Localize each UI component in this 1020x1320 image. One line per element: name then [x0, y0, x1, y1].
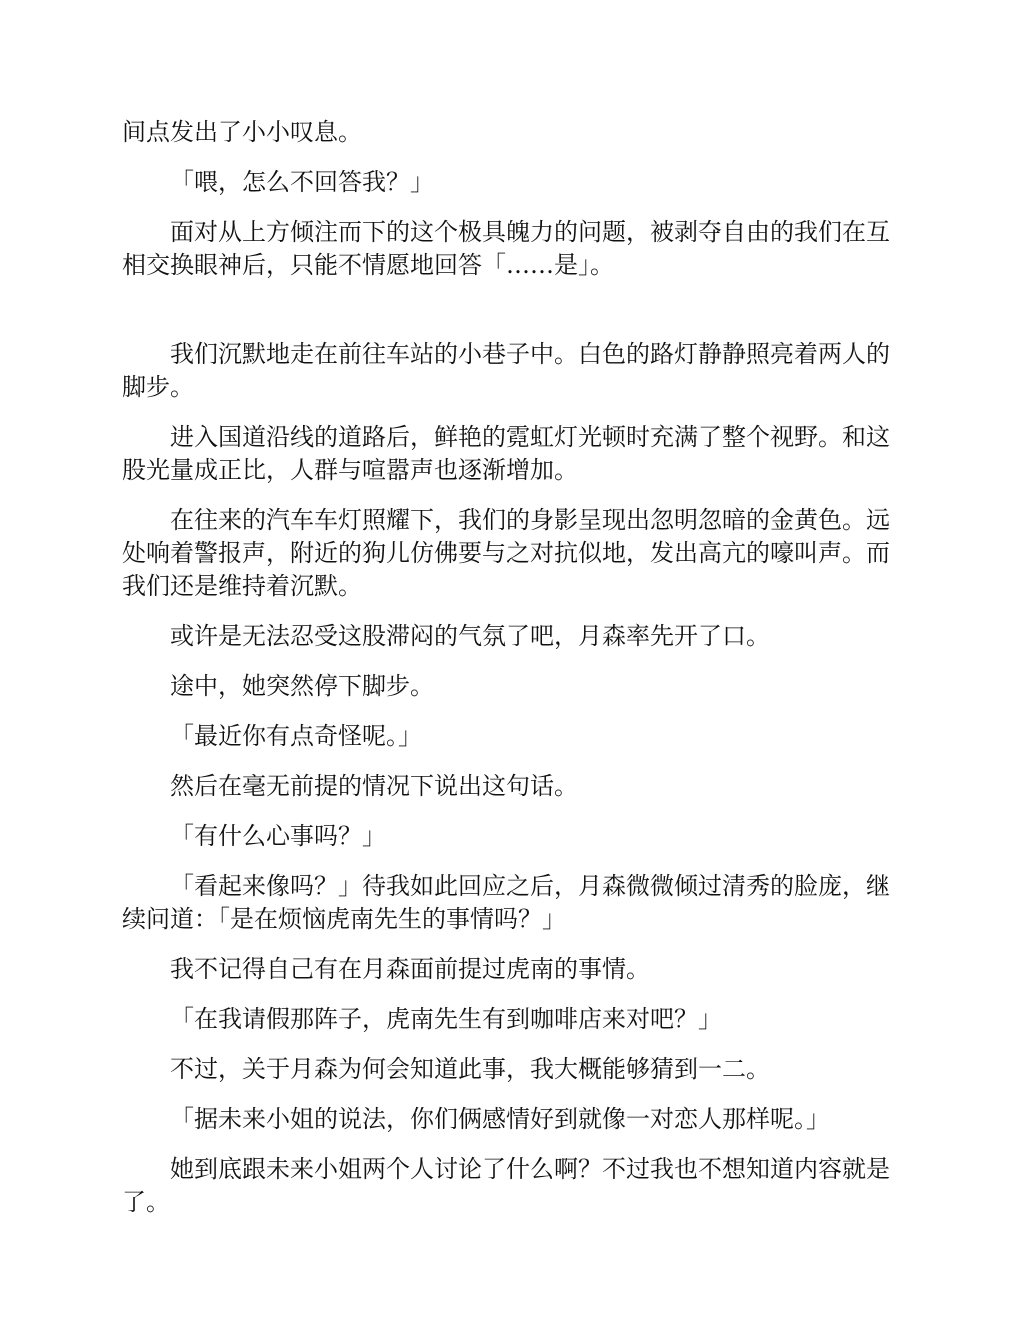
paragraph: 进入国道沿线的道路后，鲜艳的霓虹灯光顿时充满了整个视野。和这股光量成正比，人群与喧嚣声也逐渐增加。 — [122, 423, 890, 484]
body-text — [122, 116, 898, 1236]
paragraph: 然后在毫无前提的情况下说出这句话。 — [170, 772, 578, 800]
paragraph: 她到底跟未来小姐两个人讨论了什么啊？不过我也不想知道内容就是了。 — [122, 1155, 890, 1216]
paragraph: 「据未来小姐的说法，你们俩感情好到就像一对恋人那样呢。」 — [170, 1105, 830, 1133]
paragraph: 「看起来像吗？」待我如此回应之后，月森微微倾过清秀的脸庞，继续问道：「是在烦恼虎南先生的事情吗？」 — [122, 872, 890, 933]
paragraph: 「在我请假那阵子，虎南先生有到咖啡店来对吧？」 — [170, 1005, 722, 1033]
paragraph: 间点发出了小小叹息。 — [122, 118, 362, 146]
paragraph: 或许是无法忍受这股滞闷的气氛了吧，月森率先开了口。 — [170, 622, 770, 650]
paragraph: 面对从上方倾注而下的这个极具魄力的问题，被剥夺自由的我们在互相交换眼神后，只能不情愿地回答「……是」。 — [122, 218, 890, 279]
paragraph: 「有什么心事吗？」 — [170, 822, 386, 850]
paragraph: 途中，她突然停下脚步。 — [170, 672, 434, 700]
paragraph: 我们沉默地走在前往车站的小巷子中。白色的路灯静静照亮着两人的脚步。 — [122, 340, 890, 401]
paragraph: 「最近你有点奇怪呢。」 — [170, 722, 422, 750]
paragraph: 在往来的汽车车灯照耀下，我们的身影呈现出忽明忽暗的金黄色。远处响着警报声，附近的狗儿仿佛要与之对抗似地，发出高亢的嚎叫声。而我们还是维持着沉默。 — [122, 506, 890, 600]
paragraph: 不过，关于月森为何会知道此事，我大概能够猜到一二。 — [170, 1055, 770, 1083]
paragraph: 「喂，怎么不回答我？」 — [170, 168, 434, 196]
paragraph: 我不记得自己有在月森面前提过虎南的事情。 — [170, 955, 650, 983]
